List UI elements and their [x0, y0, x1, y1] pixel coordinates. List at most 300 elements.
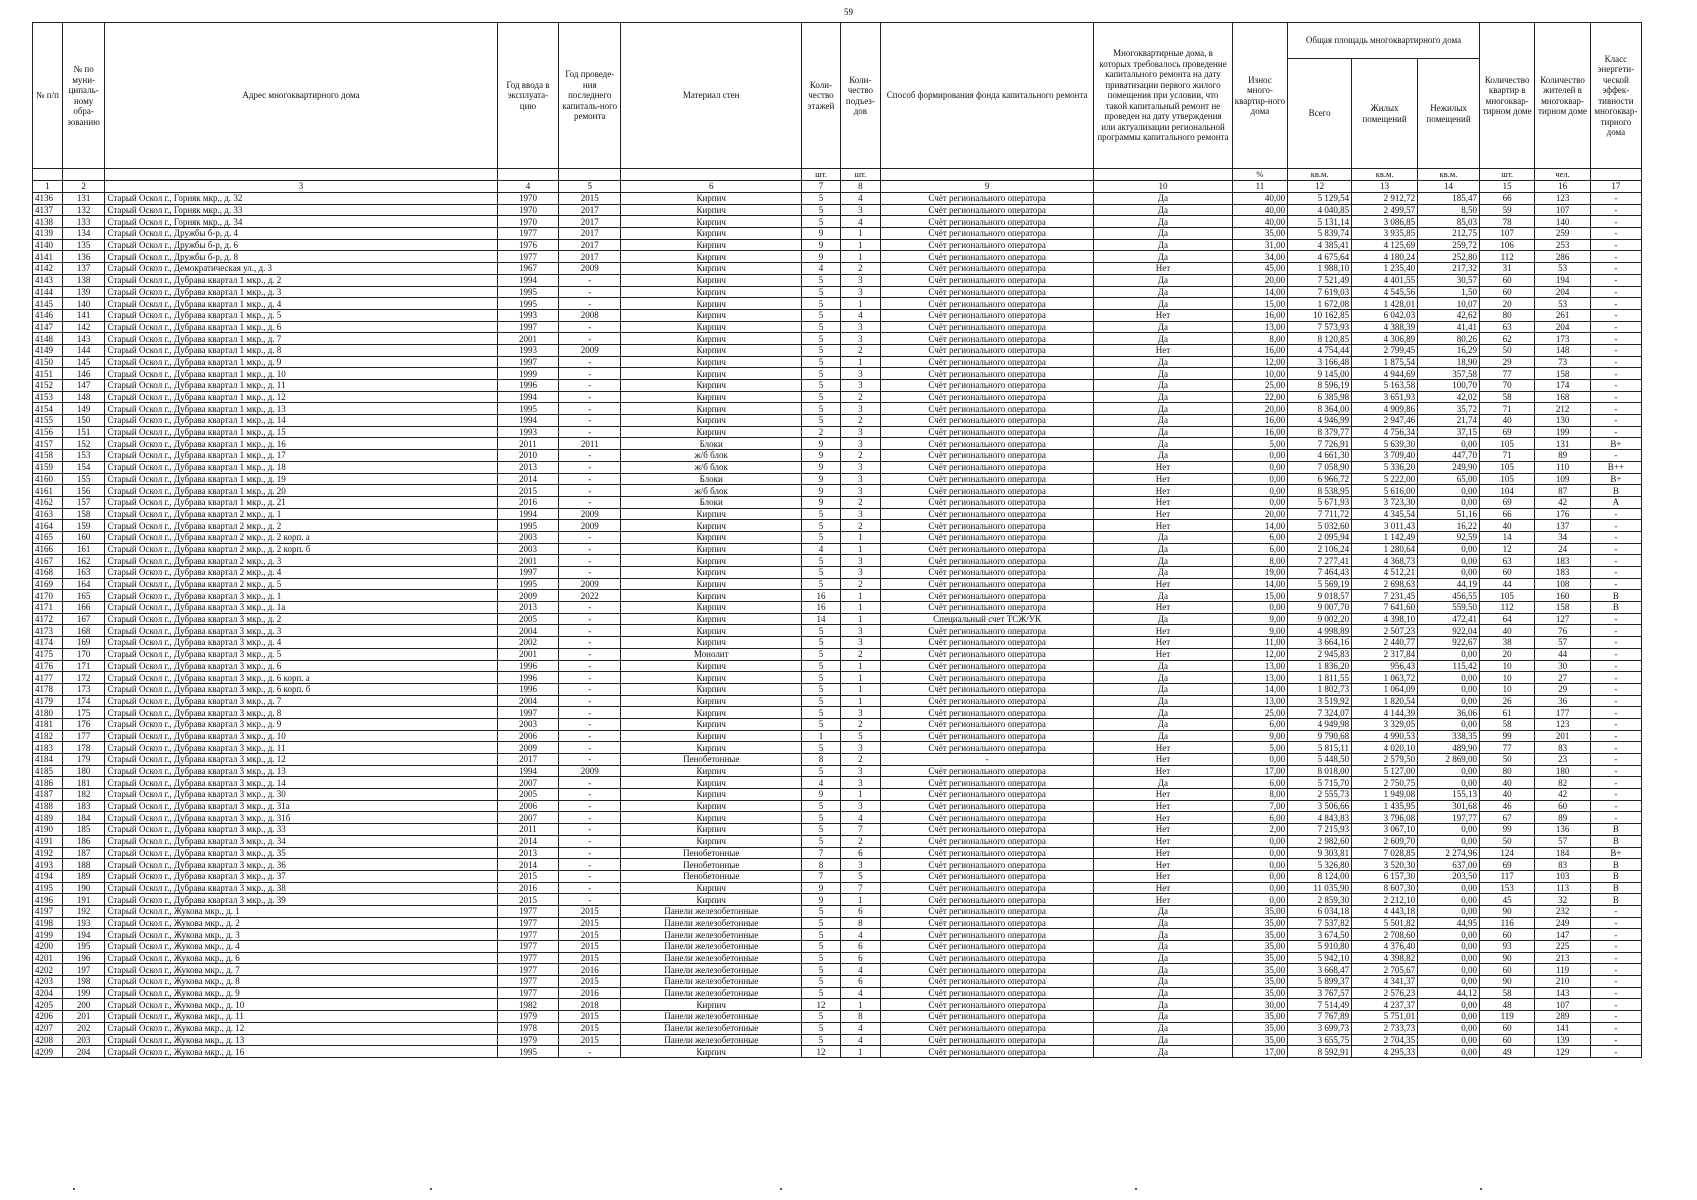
cell-wall-material: Кирпич [621, 415, 802, 427]
cell-area-nonresidential: 447,70 [1418, 450, 1480, 462]
cell-floors: 12 [802, 1046, 840, 1058]
cell-area-nonresidential: 16,29 [1418, 344, 1480, 356]
cell-address: Старый Оскол г., Дубрава квартал 2 мкр., д. 5 [105, 578, 497, 590]
table-row [33, 917, 1642, 929]
cell-area-residential: 2 212,10 [1352, 894, 1418, 906]
table-row [33, 555, 1642, 567]
cell-row-number: 4198 [33, 917, 63, 929]
table-row [33, 730, 1642, 742]
cell-wall-material: Кирпич [621, 274, 802, 286]
cell-fund-method: Счёт регионального оператора [881, 917, 1094, 929]
cell-wall-material: Кирпич [621, 695, 802, 707]
cell-last-repair-year: - [559, 555, 621, 567]
cell-commission-year: 2001 [497, 555, 559, 567]
cell-wear: 20,00 [1232, 274, 1287, 286]
cell-repair-required: Нет [1094, 859, 1233, 871]
cell-entrances: 2 [840, 415, 880, 427]
cell-commission-year: 1970 [497, 204, 559, 216]
cell-repair-required: Да [1094, 1022, 1233, 1034]
cell-floors: 1 [802, 730, 840, 742]
cell-wear: 15,00 [1232, 590, 1287, 602]
cell-energy-class: - [1590, 777, 1641, 789]
cell-area-total: 6 385,98 [1288, 391, 1352, 403]
cell-repair-required: Нет [1094, 812, 1233, 824]
cell-floors: 14 [802, 613, 840, 625]
cell-area-total: 7 726,91 [1288, 438, 1352, 450]
cell-address: Старый Оскол г., Дубрава квартал 1 мкр., д. 2 [105, 274, 497, 286]
cell-area-nonresidential: 0,00 [1418, 941, 1480, 953]
cell-fund-method: Счёт регионального оператора [881, 1022, 1094, 1034]
cell-residents: 108 [1535, 578, 1590, 590]
cell-repair-required: Да [1094, 999, 1233, 1011]
cell-last-repair-year: - [559, 415, 621, 427]
cell-last-repair-year: 2016 [559, 964, 621, 976]
cell-area-nonresidential: 18,90 [1418, 356, 1480, 368]
cell-municipal-number: 191 [62, 894, 105, 906]
cell-row-number: 4142 [33, 263, 63, 275]
cell-row-number: 4144 [33, 286, 63, 298]
cell-floors: 4 [802, 543, 840, 555]
cell-row-number: 4201 [33, 952, 63, 964]
cell-floors: 9 [802, 882, 840, 894]
cell-repair-required: Да [1094, 193, 1233, 205]
cell-apartments: 50 [1479, 835, 1534, 847]
cell-floors: 9 [802, 894, 840, 906]
cell-area-residential: 4 237,37 [1352, 999, 1418, 1011]
cell-last-repair-year: 2022 [559, 590, 621, 602]
cell-apartments: 66 [1479, 193, 1534, 205]
cell-wall-material: Пенобетонные [621, 847, 802, 859]
cell-area-nonresidential: 35,72 [1418, 403, 1480, 415]
cell-energy-class: - [1590, 204, 1641, 216]
cell-energy-class: - [1590, 952, 1641, 964]
cell-area-nonresidential: 472,41 [1418, 613, 1480, 625]
cell-area-total: 3 767,57 [1288, 987, 1352, 999]
cell-commission-year: 2017 [497, 754, 559, 766]
cell-entrances: 1 [840, 613, 880, 625]
cell-apartments: 107 [1479, 228, 1534, 240]
cell-last-repair-year: 2009 [559, 263, 621, 275]
cell-apartments: 59 [1479, 204, 1534, 216]
cell-energy-class: - [1590, 648, 1641, 660]
cell-commission-year: 2009 [497, 742, 559, 754]
cell-energy-class: - [1590, 800, 1641, 812]
cell-fund-method: Счёт регионального оператора [881, 847, 1094, 859]
cell-residents: 140 [1535, 216, 1590, 228]
cell-wall-material: Панели железобетонные [621, 917, 802, 929]
cell-area-residential: 5 222,00 [1352, 473, 1418, 485]
cell-last-repair-year: - [559, 403, 621, 415]
cell-address: Старый Оскол г., Жукова мкр., д. 7 [105, 964, 497, 976]
header-residents: Количество жителей в многоквар-тирном доме [1535, 23, 1590, 169]
cell-area-total: 11 035,90 [1288, 882, 1352, 894]
cell-apartments: 40 [1479, 520, 1534, 532]
cell-residents: 32 [1535, 894, 1590, 906]
cell-area-residential: 1 063,72 [1352, 672, 1418, 684]
cell-residents: 57 [1535, 637, 1590, 649]
cell-commission-year: 2003 [497, 531, 559, 543]
cell-repair-required: Нет [1094, 894, 1233, 906]
cell-fund-method: Счёт регионального оператора [881, 473, 1094, 485]
cell-entrances: 5 [840, 730, 880, 742]
cell-residents: 158 [1535, 368, 1590, 380]
cell-area-total: 5 448,50 [1288, 754, 1352, 766]
cell-last-repair-year: - [559, 321, 621, 333]
cell-floors: 5 [802, 952, 840, 964]
cell-municipal-number: 150 [62, 415, 105, 427]
cell-address: Старый Оскол г., Дубрава квартал 1 мкр., д. 14 [105, 415, 497, 427]
cell-row-number: 4156 [33, 426, 63, 438]
cell-floors: 9 [802, 438, 840, 450]
cell-row-number: 4199 [33, 929, 63, 941]
header-last-repair-year: Год проведе-ния последнего капиталь-ного ремонта [559, 23, 621, 169]
cell-last-repair-year: 2015 [559, 905, 621, 917]
cell-area-nonresidential: 637,00 [1418, 859, 1480, 871]
header-area-total: Всего [1288, 59, 1352, 169]
cell-area-residential: 4 376,40 [1352, 941, 1418, 953]
cell-apartments: 78 [1479, 216, 1534, 228]
cell-row-number: 4209 [33, 1046, 63, 1058]
cell-fund-method: Счёт регионального оператора [881, 800, 1094, 812]
cell-fund-method: Счёт регионального оператора [881, 321, 1094, 333]
cell-entrances: 1 [840, 356, 880, 368]
cell-row-number: 4139 [33, 228, 63, 240]
cell-fund-method: Счёт регионального оператора [881, 765, 1094, 777]
cell-last-repair-year: - [559, 695, 621, 707]
cell-wear: 14,00 [1232, 578, 1287, 590]
cell-repair-required: Да [1094, 905, 1233, 917]
cell-fund-method: Счёт регионального оператора [881, 683, 1094, 695]
cell-entrances: 3 [840, 777, 880, 789]
cell-address: Старый Оскол г., Дубрава квартал 3 мкр., д. 38 [105, 882, 497, 894]
cell-residents: 44 [1535, 648, 1590, 660]
table-row [33, 333, 1642, 345]
cell-municipal-number: 162 [62, 555, 105, 567]
cell-repair-required: Нет [1094, 309, 1233, 321]
cell-last-repair-year: - [559, 1046, 621, 1058]
cell-floors: 5 [802, 309, 840, 321]
cell-residents: 199 [1535, 426, 1590, 438]
cell-last-repair-year: 2017 [559, 228, 621, 240]
cell-wall-material: Кирпич [621, 578, 802, 590]
cell-floors: 5 [802, 391, 840, 403]
cell-residents: 107 [1535, 204, 1590, 216]
column-number: 13 [1352, 181, 1418, 193]
cell-repair-required: Да [1094, 1011, 1233, 1023]
cell-residents: 136 [1535, 824, 1590, 836]
cell-last-repair-year: 2017 [559, 251, 621, 263]
cell-area-residential: 4 125,69 [1352, 239, 1418, 251]
cell-wear: 16,00 [1232, 344, 1287, 356]
cell-area-nonresidential: 36,06 [1418, 707, 1480, 719]
cell-area-nonresidential: 37,15 [1418, 426, 1480, 438]
cell-area-residential: 4 401,55 [1352, 274, 1418, 286]
cell-apartments: 67 [1479, 812, 1534, 824]
cell-entrances: 3 [840, 403, 880, 415]
cell-municipal-number: 155 [62, 473, 105, 485]
cell-area-residential: 5 751,01 [1352, 1011, 1418, 1023]
cell-floors: 5 [802, 368, 840, 380]
cell-wall-material: Кирпич [621, 380, 802, 392]
cell-apartments: 69 [1479, 496, 1534, 508]
cell-wear: 0,00 [1232, 754, 1287, 766]
cell-entrances: 3 [840, 461, 880, 473]
cell-area-residential: 1 949,08 [1352, 789, 1418, 801]
cell-energy-class: - [1590, 754, 1641, 766]
cell-wall-material: Кирпич [621, 742, 802, 754]
cell-municipal-number: 203 [62, 1034, 105, 1046]
cell-floors: 7 [802, 870, 840, 882]
cell-entrances: 3 [840, 567, 880, 579]
cell-wall-material: Кирпич [621, 894, 802, 906]
cell-entrances: 3 [840, 859, 880, 871]
cell-area-nonresidential: 0,00 [1418, 777, 1480, 789]
cell-address: Старый Оскол г., Жукова мкр., д. 6 [105, 952, 497, 964]
cell-residents: 123 [1535, 718, 1590, 730]
cell-fund-method: Счёт регионального оператора [881, 403, 1094, 415]
cell-address: Старый Оскол г., Дубрава квартал 1 мкр., д. 6 [105, 321, 497, 333]
table-row [33, 695, 1642, 707]
cell-row-number: 4170 [33, 590, 63, 602]
table-row [33, 859, 1642, 871]
cell-last-repair-year: - [559, 368, 621, 380]
cell-floors: 9 [802, 450, 840, 462]
cell-wear: 9,00 [1232, 625, 1287, 637]
cell-apartments: 45 [1479, 894, 1534, 906]
cell-wall-material: Панели железобетонные [621, 905, 802, 917]
cell-energy-class: - [1590, 625, 1641, 637]
cell-wall-material: Кирпич [621, 298, 802, 310]
cell-repair-required: Да [1094, 964, 1233, 976]
cell-last-repair-year: 2017 [559, 239, 621, 251]
cell-repair-required: Да [1094, 368, 1233, 380]
cell-municipal-number: 160 [62, 531, 105, 543]
cell-residents: 176 [1535, 508, 1590, 520]
cell-entrances: 2 [840, 718, 880, 730]
cell-commission-year: 2005 [497, 789, 559, 801]
cell-wall-material: Пенобетонные [621, 754, 802, 766]
cell-floors: 5 [802, 707, 840, 719]
cell-floors: 5 [802, 403, 840, 415]
cell-wear: 9,00 [1232, 730, 1287, 742]
cell-municipal-number: 183 [62, 800, 105, 812]
cell-energy-class: - [1590, 683, 1641, 695]
cell-residents: 183 [1535, 555, 1590, 567]
cell-repair-required: Нет [1094, 625, 1233, 637]
cell-repair-required: Да [1094, 718, 1233, 730]
cell-entrances: 2 [840, 754, 880, 766]
table-row [33, 637, 1642, 649]
unit-residents: чел. [1535, 169, 1590, 181]
cell-entrances: 4 [840, 929, 880, 941]
cell-floors: 5 [802, 800, 840, 812]
cell-area-nonresidential: 0,00 [1418, 543, 1480, 555]
cell-fund-method: Счёт регионального оператора [881, 905, 1094, 917]
cell-area-total: 7 573,93 [1288, 321, 1352, 333]
cell-last-repair-year: 2015 [559, 941, 621, 953]
cell-commission-year: 1997 [497, 707, 559, 719]
cell-floors: 16 [802, 590, 840, 602]
table-body [33, 193, 1642, 1058]
cell-address: Старый Оскол г., Жукова мкр., д. 3 [105, 929, 497, 941]
cell-area-total: 5 032,60 [1288, 520, 1352, 532]
cell-municipal-number: 165 [62, 590, 105, 602]
cell-area-nonresidential: 185,47 [1418, 193, 1480, 205]
cell-floors: 5 [802, 415, 840, 427]
cell-row-number: 4203 [33, 976, 63, 988]
cell-municipal-number: 163 [62, 567, 105, 579]
cell-entrances: 4 [840, 1034, 880, 1046]
cell-last-repair-year: - [559, 496, 621, 508]
table-row [33, 648, 1642, 660]
column-number: 6 [621, 181, 802, 193]
cell-floors: 5 [802, 1022, 840, 1034]
cell-wear: 25,00 [1232, 707, 1287, 719]
table-row [33, 754, 1642, 766]
cell-municipal-number: 136 [62, 251, 105, 263]
header-address: Адрес многоквартирного дома [105, 23, 497, 169]
cell-energy-class: B+ [1590, 438, 1641, 450]
cell-fund-method: Счёт регионального оператора [881, 309, 1094, 321]
cell-residents: 213 [1535, 952, 1590, 964]
cell-address: Старый Оскол г., Дубрава квартал 3 мкр., д. 7 [105, 695, 497, 707]
cell-entrances: 1 [840, 695, 880, 707]
cell-address: Старый Оскол г., Дубрава квартал 1 мкр., д. 18 [105, 461, 497, 473]
cell-floors: 5 [802, 216, 840, 228]
table-row [33, 800, 1642, 812]
cell-apartments: 50 [1479, 344, 1534, 356]
cell-area-total: 7 767,89 [1288, 1011, 1352, 1023]
cell-commission-year: 1996 [497, 683, 559, 695]
cell-residents: 158 [1535, 602, 1590, 614]
cell-residents: 286 [1535, 251, 1590, 263]
cell-apartments: 46 [1479, 800, 1534, 812]
cell-address: Старый Оскол г., Дубрава квартал 1 мкр., д. 19 [105, 473, 497, 485]
table-row [33, 765, 1642, 777]
cell-wall-material: Блоки [621, 438, 802, 450]
cell-residents: 36 [1535, 695, 1590, 707]
table-row [33, 1011, 1642, 1023]
cell-last-repair-year: 2017 [559, 216, 621, 228]
cell-row-number: 4194 [33, 870, 63, 882]
cell-area-residential: 3 011,43 [1352, 520, 1418, 532]
cell-row-number: 4148 [33, 333, 63, 345]
cell-commission-year: 2006 [497, 730, 559, 742]
cell-row-number: 4146 [33, 309, 63, 321]
cell-area-total: 4 754,44 [1288, 344, 1352, 356]
cell-commission-year: 1996 [497, 660, 559, 672]
cell-wear: 35,00 [1232, 952, 1287, 964]
cell-municipal-number: 169 [62, 637, 105, 649]
cell-commission-year: 1996 [497, 672, 559, 684]
cell-area-total: 5 899,37 [1288, 976, 1352, 988]
cell-wall-material: Кирпич [621, 824, 802, 836]
cell-wall-material: Кирпич [621, 508, 802, 520]
column-number: 1 [33, 181, 63, 193]
cell-wear: 35,00 [1232, 1011, 1287, 1023]
cell-last-repair-year: - [559, 391, 621, 403]
cell-entrances: 2 [840, 648, 880, 660]
cell-municipal-number: 152 [62, 438, 105, 450]
cell-entrances: 6 [840, 941, 880, 953]
cell-area-residential: 4 180,24 [1352, 251, 1418, 263]
cell-municipal-number: 167 [62, 613, 105, 625]
cell-floors: 5 [802, 824, 840, 836]
cell-repair-required: Да [1094, 415, 1233, 427]
cell-row-number: 4145 [33, 298, 63, 310]
cell-repair-required: Да [1094, 987, 1233, 999]
cell-apartments: 105 [1479, 473, 1534, 485]
cell-energy-class: B [1590, 894, 1641, 906]
cell-municipal-number: 140 [62, 298, 105, 310]
cell-municipal-number: 188 [62, 859, 105, 871]
cell-area-nonresidential: 203,50 [1418, 870, 1480, 882]
cell-address: Старый Оскол г., Дубрава квартал 1 мкр., д. 10 [105, 368, 497, 380]
cell-area-total: 8 379,77 [1288, 426, 1352, 438]
cell-repair-required: Да [1094, 274, 1233, 286]
cell-repair-required: Да [1094, 239, 1233, 251]
cell-wear: 30,00 [1232, 999, 1287, 1011]
cell-row-number: 4164 [33, 520, 63, 532]
cell-floors: 2 [802, 426, 840, 438]
cell-municipal-number: 151 [62, 426, 105, 438]
cell-entrances: 2 [840, 391, 880, 403]
cell-wall-material: ж/б блок [621, 450, 802, 462]
cell-row-number: 4159 [33, 461, 63, 473]
cell-repair-required: Да [1094, 216, 1233, 228]
cell-floors: 5 [802, 625, 840, 637]
cell-energy-class: B [1590, 824, 1641, 836]
cell-area-residential: 7 028,85 [1352, 847, 1418, 859]
cell-residents: 249 [1535, 917, 1590, 929]
cell-floors: 5 [802, 683, 840, 695]
cell-energy-class: - [1590, 730, 1641, 742]
cell-residents: 57 [1535, 835, 1590, 847]
cell-address: Старый Оскол г., Дубрава квартал 2 мкр., д. 2 [105, 520, 497, 532]
cell-last-repair-year: 2009 [559, 578, 621, 590]
unit-wear: % [1232, 169, 1287, 181]
cell-row-number: 4187 [33, 789, 63, 801]
cell-municipal-number: 182 [62, 789, 105, 801]
header-area-group: Общая площадь многоквартирного дома [1288, 23, 1480, 59]
cell-area-nonresidential: 301,68 [1418, 800, 1480, 812]
cell-repair-required: Да [1094, 543, 1233, 555]
cell-wear: 19,00 [1232, 567, 1287, 579]
cell-residents: 29 [1535, 683, 1590, 695]
cell-wall-material: Кирпич [621, 602, 802, 614]
cell-wear: 14,00 [1232, 683, 1287, 695]
cell-entrances: 8 [840, 1011, 880, 1023]
cell-energy-class: - [1590, 239, 1641, 251]
cell-apartments: 31 [1479, 263, 1534, 275]
cell-row-number: 4153 [33, 391, 63, 403]
cell-commission-year: 2015 [497, 894, 559, 906]
cell-address: Старый Оскол г., Дубрава квартал 3 мкр., д. 13 [105, 765, 497, 777]
cell-energy-class: B [1590, 602, 1641, 614]
cell-fund-method: Счёт регионального оператора [881, 380, 1094, 392]
cell-area-total: 6 966,72 [1288, 473, 1352, 485]
cell-area-nonresidential: 0,00 [1418, 976, 1480, 988]
cell-area-total: 8 124,00 [1288, 870, 1352, 882]
cell-commission-year: 1993 [497, 426, 559, 438]
cell-row-number: 4202 [33, 964, 63, 976]
cell-address: Старый Оскол г., Горняк мкр., д. 33 [105, 204, 497, 216]
cell-area-nonresidential: 0,00 [1418, 718, 1480, 730]
cell-entrances: 3 [840, 321, 880, 333]
cell-residents: 83 [1535, 742, 1590, 754]
column-number: 11 [1232, 181, 1287, 193]
cell-wall-material: Кирпич [621, 999, 802, 1011]
